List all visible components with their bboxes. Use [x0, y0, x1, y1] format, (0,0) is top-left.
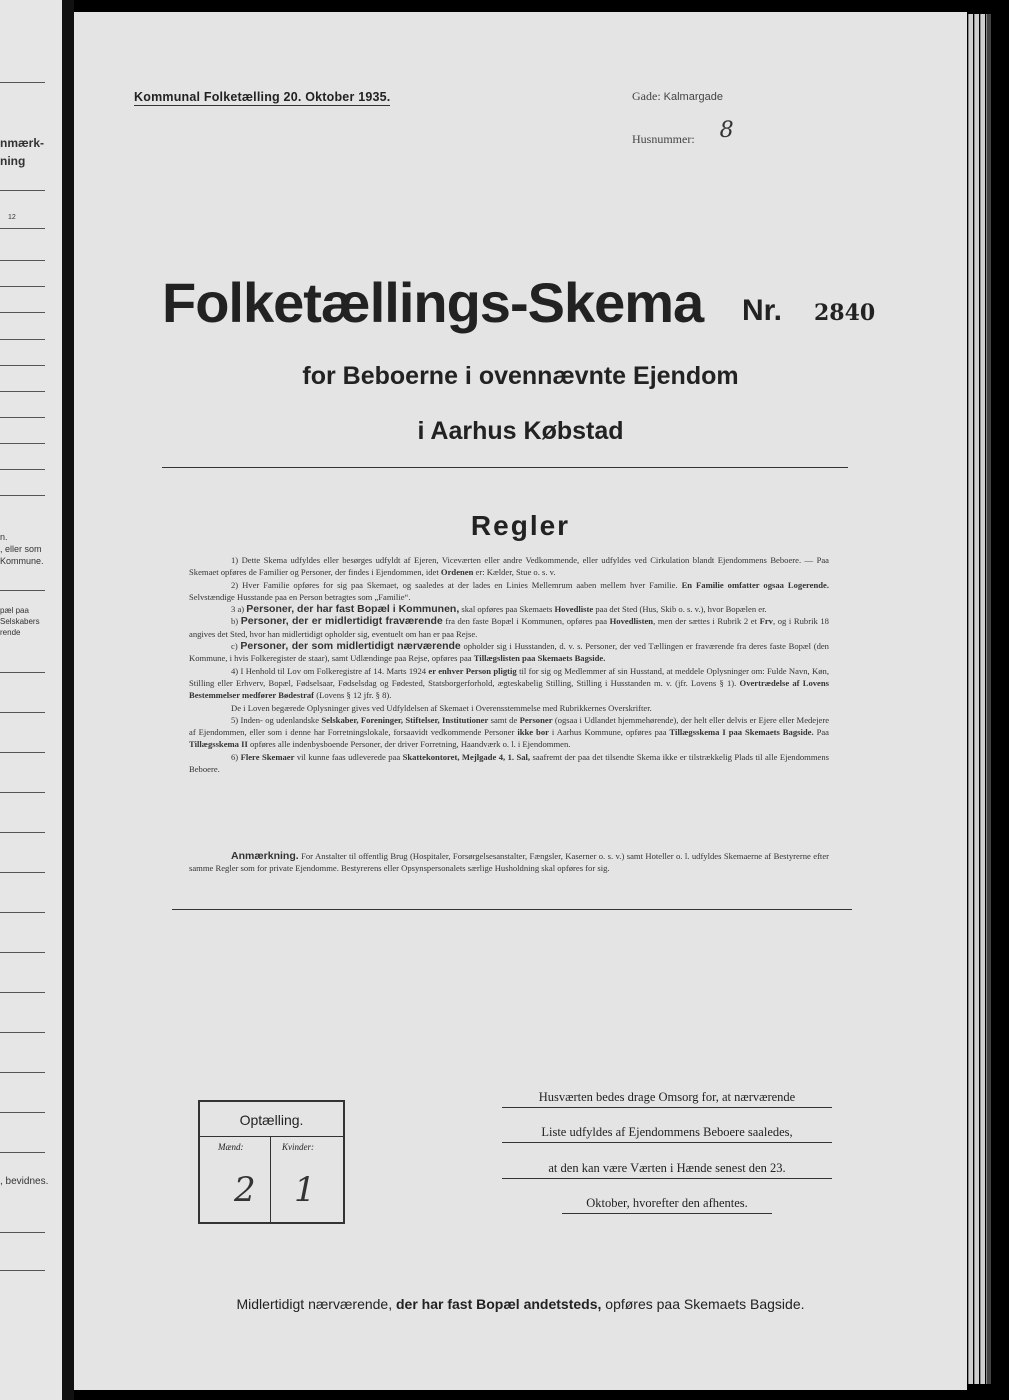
- count-box-title: Optælling.: [200, 1102, 343, 1137]
- page-edge: [986, 14, 991, 1384]
- divider: [162, 467, 848, 468]
- form-number-label: Nr.: [742, 294, 783, 327]
- count-box-divider: [270, 1136, 271, 1222]
- footer-post: opføres paa Skemaets Bagside.: [605, 1296, 805, 1312]
- facing-fragment-7: pæl paa: [0, 606, 29, 615]
- facing-page-fragment: [0, 0, 62, 1400]
- facing-fragment-9: rende: [0, 628, 21, 637]
- facing-fragment-4: n.: [0, 532, 8, 542]
- remark-label: Anmærkning.: [231, 850, 299, 862]
- men-count: 2: [234, 1170, 256, 1210]
- page-edge: [974, 14, 979, 1384]
- rules-text: [189, 554, 829, 775]
- page-edge: [968, 14, 973, 1384]
- form-subtitle: for Beboerne i ovennævnte Ejendom: [302, 362, 739, 390]
- form-title: Folketællings-Skema: [162, 271, 704, 334]
- book-gutter: [62, 0, 74, 1400]
- rule-3a: 3 a) Personer, der har fast Bopæl i Kommunen, skal opføres paa Skemaets Hovedliste paa det Sted (Hus, Skib o. s. v.), hvor Bopælen er.: [231, 603, 767, 616]
- census-form-page: [74, 12, 967, 1390]
- rule-3c: c) Personer, der som midlertidigt nærværende opholder sig i Husstanden, d. v. s. Personer, der ved Tællingen er fraværende fra deres faste Bopæl (den Kommune, i hvis Folkeregister de staar), samt Udlændinge paa Rejse, opføres paa Tillægslisten paa Skemaets Bagside.: [189, 640, 829, 664]
- footer-note: [74, 1296, 967, 1312]
- rules-heading: Regler: [470, 510, 571, 541]
- divider: [172, 909, 852, 910]
- footer-pre: Midlertidigt nærværende,: [236, 1296, 393, 1312]
- street-row: [632, 89, 723, 104]
- rule-4: 4) I Henhold til Lov om Folkeregistre af 14. Marts 1924 er enhver Person pligtig til for sig og Medlemmer af sin Husstand, at meddele Oplysninger om: Fulde Navn, Køn, Stilling eller Erhverv, Bopæl, Fødselsaar, Fødselsdag og Fødested, Statsborgerforhold, ægteskabelig Stilling, Stilling i Husstanden m. v. (jfr. Lovens § 1). Overtrædelse af Lovens Bestemmelser medfører Bødestraf (Lovens § 12 jfr. § 8).: [189, 665, 829, 701]
- notice-line-2: Liste udfyldes af Ejendommens Beboere saaledes,: [502, 1125, 832, 1143]
- count-box: [198, 1100, 345, 1224]
- facing-fragment-1: nmærk-: [0, 136, 45, 150]
- rule-3b: b) Personer, der er midlertidigt fraværende fra den faste Bopæl i Kommunen, opføres paa Hovedlisten, men der sættes i Rubrik 2 et Frv, og i Rubrik 18 angives det Sted, hvor han midlertidigt opholder sig, eventuelt om han er paa Rejse.: [189, 615, 829, 639]
- women-count: 1: [294, 1170, 316, 1210]
- notice-line-1: Husværten bedes drage Omsorg for, at nærværende: [502, 1090, 832, 1108]
- census-header: Kommunal Folketælling 20. Oktober 1935.: [134, 90, 391, 104]
- footer-bold: der har fast Bopæl andetsteds,: [396, 1296, 602, 1312]
- house-number-value: 8: [719, 118, 734, 143]
- notice-line-4: Oktober, hvorefter den afhentes.: [562, 1196, 772, 1214]
- form-city: i Aarhus Købstad: [417, 417, 624, 445]
- rule-1: 1) Dette Skema udfyldes eller besørges udfyldt af Ejeren, Viceværten eller andre Vedkommende, eller udfyldes ved Cirkulation blandt Ejendommens Beboere. — Paa Skemaet opføres de Familier og Personer, der findes i Ejendommen, idet Ordenen er: Kælder, Stue o. s. v.: [189, 555, 829, 578]
- facing-fragment-3: 12: [8, 214, 16, 221]
- rule-6: 6) Flere Skemaer vil kunne faas udleverede paa Skattekontoret, Mejlgade 4, 1. Sal, saafremt der paa det tilsendte Skema ikke er tilstrækkelig Plads til alle Ejendommens Beboere.: [189, 751, 829, 775]
- facing-fragment-8: Selskabers: [0, 617, 40, 626]
- women-label: Kvinder:: [282, 1142, 314, 1152]
- rule-5: 5) Inden- og udenlandske Selskaber, Foreninger, Stiftelser, Institutioner samt de Personer (ogsaa i Udlandet hjemmehørende), der helt eller delvis er Ejere eller Medejere af Ejendommen, eller som i denne har Forretningslokale, forsaavidt vedkommende Personer ikke bor i Aarhus Kommune, opføres paa Tillægsskema I paa Skemaets Bagside. Paa Tillægsskema II opføres alle indenbysboende Personer, der driver Forretning, Haandværk o. l. i Ejendommen.: [189, 714, 830, 750]
- house-number-row: [632, 118, 734, 149]
- street-value: Kalmargade: [663, 91, 723, 103]
- rule-2: 2) Hver Familie opføres for sig paa Skemaet, og saaledes at der lades en Linies Mellemrum aaben mellem hver Familie. En Familie omfatter ogsaa Logerende. Selvstændige Husstande paa en Person betragtes som „Familie“.: [189, 579, 830, 602]
- form-number-value: 2840: [814, 300, 876, 326]
- facing-fragment-6: Kommune.: [0, 556, 44, 566]
- rule-4-note: De i Loven begærede Oplysninger gives ved Udfyldelsen af Skemaet i Overensstemmelse med Rubrikkernes Overskrifter.: [231, 702, 652, 713]
- facing-fragment-5: , eller som: [0, 544, 42, 554]
- street-label: Gade:: [632, 89, 661, 103]
- remark-block: [189, 850, 829, 875]
- men-label: Mænd:: [218, 1142, 244, 1152]
- page-edge: [980, 14, 985, 1384]
- remark-text: For Anstalter til offentlig Brug (Hospitaler, Forsørgelsesanstalter, Fængsler, Kaserner o. s. v.) samt Hoteller o. l. udfyldes Skemaerne af Bestyrerne efter samme Regler som for private Ejendomme. Bestyrerens eller Opsynspersonalets særlige Husholdning skal opføres for sig.: [189, 851, 829, 874]
- notice-line-3: at den kan være Værten i Hænde senest den 23.: [502, 1161, 832, 1179]
- house-number-label: Husnummer:: [632, 132, 695, 146]
- facing-fragment-10: , bevidnes.: [0, 1176, 49, 1187]
- facing-fragment-2: ning: [0, 154, 26, 168]
